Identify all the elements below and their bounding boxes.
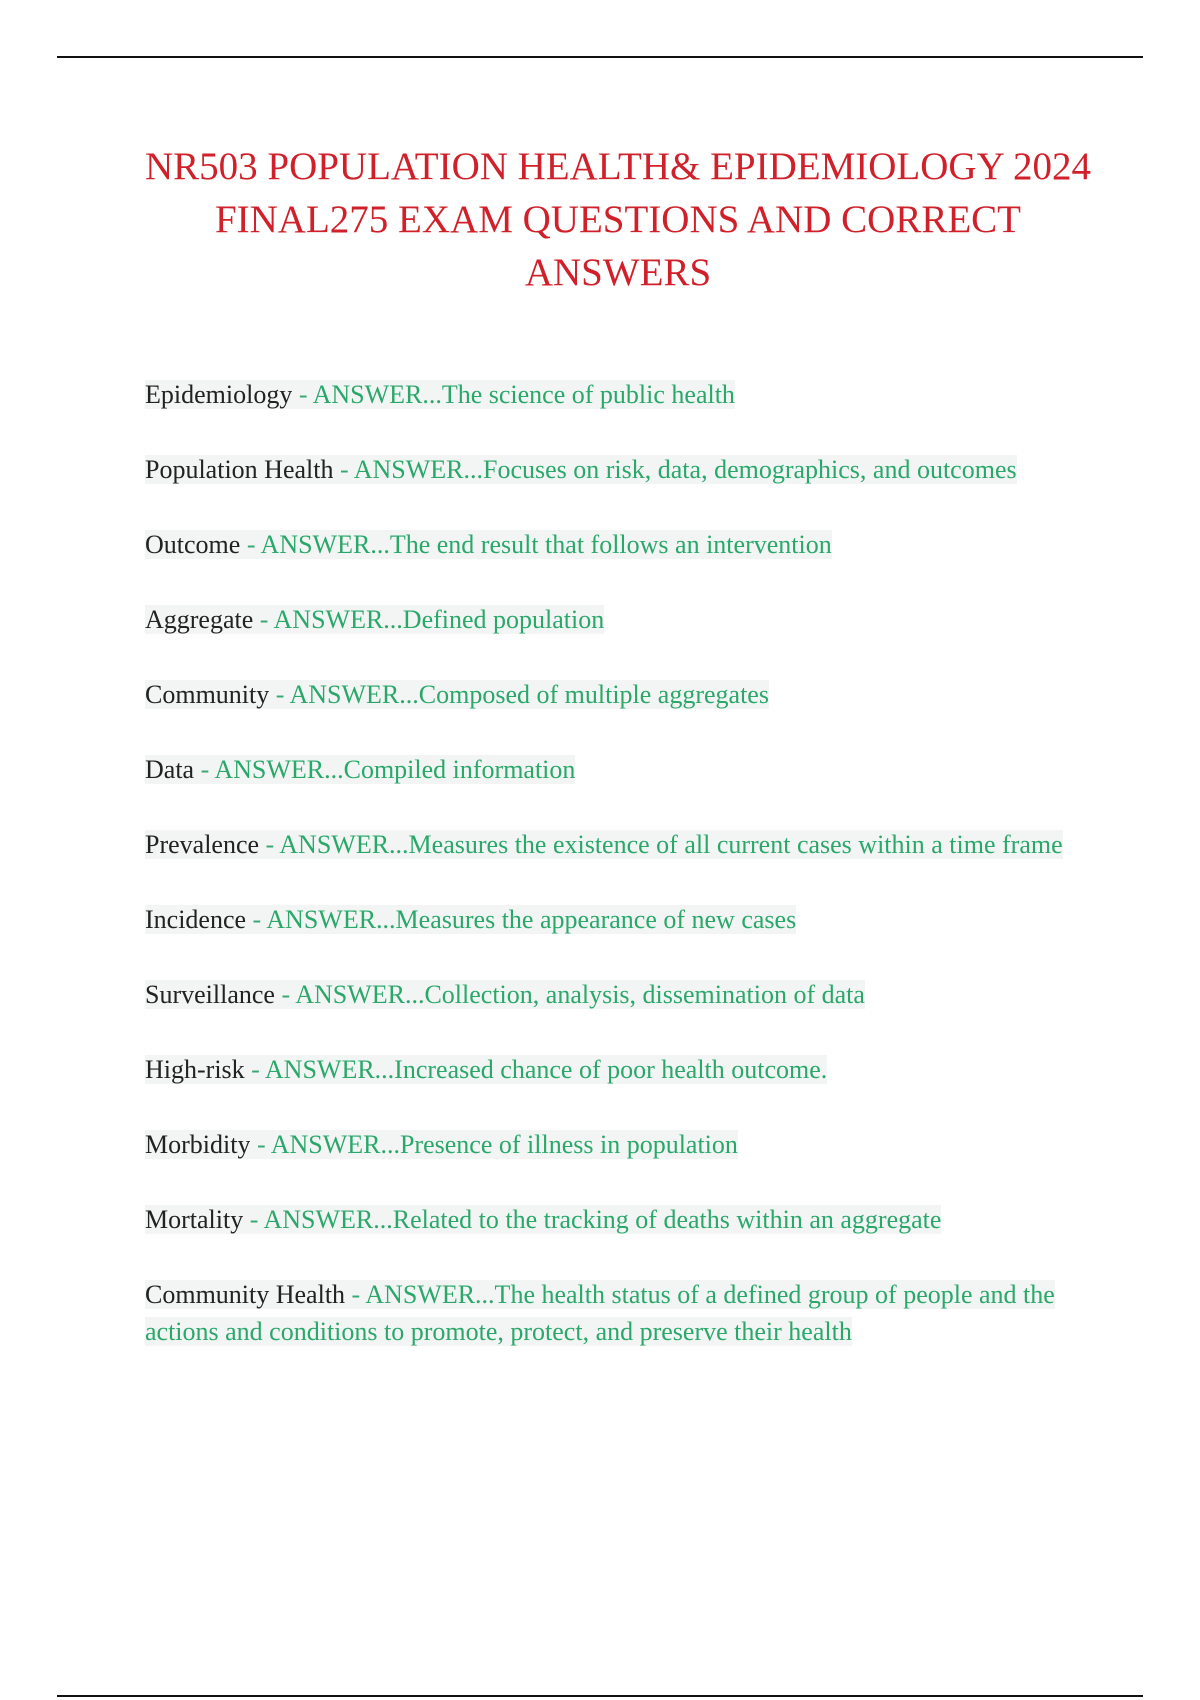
- qa-item-prevalence: [145, 826, 1095, 863]
- answer-text: ANSWER...The health status of a defined group of people and the actions and conditions to promote, protect, and preserve their health: [145, 1280, 1055, 1346]
- term-label: Outcome: [145, 530, 241, 559]
- term-separator: -: [274, 980, 296, 1009]
- term-label: Incidence: [145, 905, 247, 934]
- qa-item-outcome: [145, 526, 1095, 563]
- term-label: Community Health: [145, 1280, 346, 1309]
- bottom-rule: [57, 1695, 1143, 1697]
- term-separator: -: [244, 1055, 265, 1084]
- answer-text: ANSWER...Focuses on risk, data, demographics, and outcomes: [353, 455, 1017, 484]
- qa-list: [145, 376, 1095, 1388]
- term-label: High-risk: [145, 1055, 245, 1084]
- term-label: Surveillance: [145, 980, 275, 1009]
- qa-item-mortality: [145, 1201, 1095, 1238]
- term-label: Population Health: [145, 455, 334, 484]
- qa-item-community: [145, 676, 1095, 713]
- term-label: Mortality: [145, 1205, 244, 1234]
- qa-item-aggregate: [145, 601, 1095, 638]
- qa-item-data: [145, 751, 1095, 788]
- answer-text: ANSWER...Defined population: [273, 605, 605, 634]
- answer-text: ANSWER...Related to the tracking of deaths within an aggregate: [263, 1205, 942, 1234]
- term-label: Prevalence: [145, 830, 260, 859]
- answer-text: ANSWER...Measures the appearance of new cases: [266, 905, 797, 934]
- qa-item-incidence: [145, 901, 1095, 938]
- answer-text: ANSWER...Presence of illness in population: [270, 1130, 738, 1159]
- qa-item-epidemiology: [145, 376, 1095, 413]
- answer-text: ANSWER...The end result that follows an intervention: [260, 530, 832, 559]
- answer-text: ANSWER...Composed of multiple aggregates: [289, 680, 769, 709]
- term-separator: -: [240, 530, 261, 559]
- qa-item-population-health: [145, 451, 1095, 488]
- term-separator: -: [333, 455, 354, 484]
- term-label: Data: [145, 755, 195, 784]
- term-label: Epidemiology: [145, 380, 293, 409]
- term-separator: -: [259, 830, 280, 859]
- term-separator: -: [246, 905, 267, 934]
- qa-item-community-health: [145, 1276, 1095, 1350]
- term-label: Community: [145, 680, 270, 709]
- term-separator: -: [243, 1205, 264, 1234]
- answer-text: ANSWER...The science of public health: [312, 380, 735, 409]
- term-separator: -: [345, 1280, 366, 1309]
- answer-text: ANSWER...Compiled information: [214, 755, 576, 784]
- term-separator: -: [194, 755, 215, 784]
- document-title: NR503 POPULATION HEALTH& EPIDEMIOLOGY 2024 FINAL275 EXAM QUESTIONS AND CORRECT ANSWERS: [144, 145, 1092, 294]
- top-rule: [57, 56, 1143, 58]
- term-separator: -: [269, 680, 290, 709]
- term-separator: -: [253, 605, 274, 634]
- qa-item-surveillance: [145, 976, 1095, 1013]
- term-separator: -: [250, 1130, 271, 1159]
- term-separator: -: [292, 380, 313, 409]
- answer-text: ANSWER...Measures the existence of all current cases within a time frame: [279, 830, 1063, 859]
- term-label: Morbidity: [145, 1130, 251, 1159]
- qa-item-morbidity: [145, 1126, 1095, 1163]
- answer-text: ANSWER...Collection, analysis, dissemination of data: [295, 980, 865, 1009]
- answer-text: ANSWER...Increased chance of poor health outcome.: [264, 1055, 828, 1084]
- term-label: Aggregate: [145, 605, 254, 634]
- qa-item-high-risk: [145, 1051, 1095, 1088]
